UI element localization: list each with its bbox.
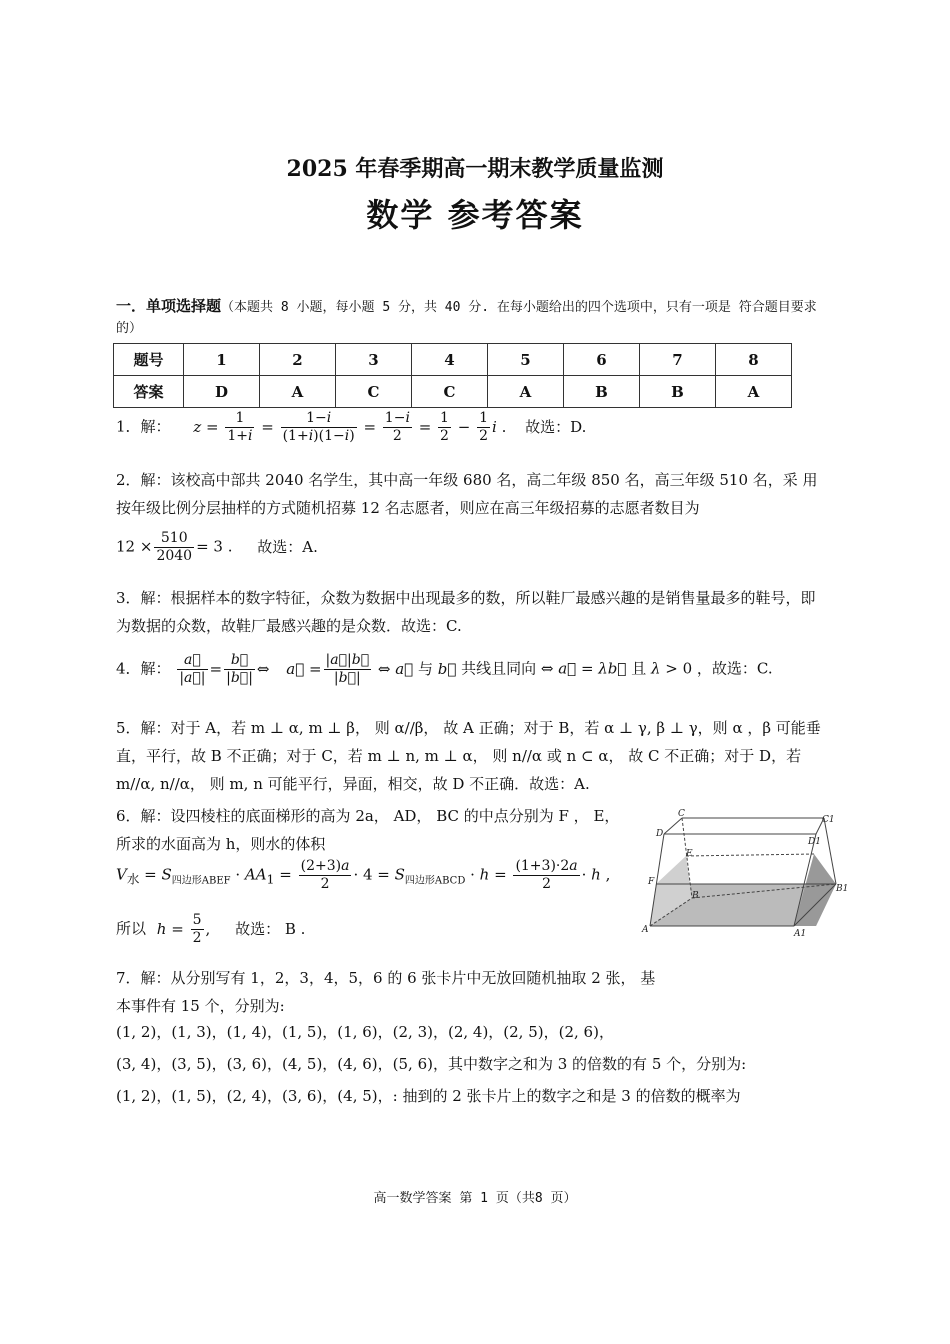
figure-label-B: B (692, 891, 699, 901)
page-footer: 高一数学答案 第 1 页（共8 页） (373, 1191, 577, 1206)
solution-2-formula: 12 × $\frac{510}{2040}$ = 3 . 故选：A. (116, 530, 318, 564)
figure-label-C1: C1 (822, 815, 835, 825)
solution-6-formula: $V_水 = S_{四边形ABEF} \cdot AA_1$ = $\frac{(2+3)a}{2}$ · $4 = S_{四边形ABCD} \cdot h$ = $\frac{(1+3)\cdot 2a}{2}$ · h , (116, 858, 611, 892)
table-cell: A (716, 376, 792, 408)
formula-1: z = $\frac{1}{1+i}$ = $\frac{1-i}{(1+i)(1-i)}$ = $\frac{1-i}{2}$ = $\frac{1}{2}$ − $\frac{1}{2}$ i . (193, 410, 512, 444)
section-title: 一．单项选择题 (116, 297, 222, 315)
table-cell: B (564, 376, 640, 408)
answer-table (113, 343, 792, 408)
table-cell: 2 (260, 344, 336, 376)
table-header-cell: 答案 (114, 376, 184, 408)
table-cell: C (336, 376, 412, 408)
solution-4-label: 4．解： (116, 659, 171, 678)
solution-6-result: 所以 h = $\frac{5}{2}$ , 故选： B . (116, 912, 306, 946)
table-cell: B (640, 376, 716, 408)
figure-label-C: C (678, 809, 685, 819)
solution-4-choice: ，故选：C. (696, 659, 773, 678)
solution-1-choice: 故选：D. (525, 417, 587, 436)
table-cell: 3 (336, 344, 412, 376)
solution-6-choice: 故选： B . (235, 919, 306, 938)
table-cell: 5 (488, 344, 564, 376)
table-cell: 4 (412, 344, 488, 376)
prism-figure (636, 806, 848, 941)
solution-3: 3．解：根据样本的数字特征，众数为数据中出现最多的数，所以鞋厂最感兴趣的是销售量最多的鞋号，即为数据的众数，故鞋厂最感兴趣的是众数．故选：C. (116, 589, 816, 635)
section-heading (116, 296, 836, 339)
table-cell: A (488, 376, 564, 408)
solution-7-line-1: (1, 2)，(1, 3)，(1, 4)，(1, 5)，(1, 6)，(2, 3)，(2, 4)，(2, 5)，(2, 6)， (116, 1023, 614, 1041)
figure-label-E: E (686, 849, 693, 859)
solution-7-line-3: (1, 2)，(1, 5)，(2, 4)，(3, 6)，(4, 5)，: 抽到的 2 张卡片上的数字之和是 3 的倍数的概率为 (116, 1087, 741, 1105)
table-cell: 7 (640, 344, 716, 376)
figure-label-A: A (642, 925, 649, 935)
table-row (114, 376, 792, 408)
page-title: 2025 年春季期高一期末教学质量监测 (286, 156, 664, 182)
page-subtitle: 数学 参考答案 (366, 196, 584, 234)
solution-7: 7．解：从分别写有 1，2，3，4，5，6 的 6 张卡片中无放回随机抽取 2 张， 基本事件有 15 个，分别为: (116, 969, 656, 1015)
table-header-cell: 题号 (114, 344, 184, 376)
table-row (114, 344, 792, 376)
solution-6-result-prefix: 所以 (116, 919, 147, 938)
figure-label-D1: D1 (808, 837, 821, 847)
table-cell: 6 (564, 344, 640, 376)
section-note: （本题共 8 小题，每小题 5 分，共 40 分. 在每小题给出的四个选项中，只有一项是 符合题目要求的） (116, 300, 817, 336)
table-cell: C (412, 376, 488, 408)
table-cell: 1 (184, 344, 260, 376)
solution-4-tail: 共线且同向 (461, 659, 537, 678)
solution-4: 4．解： $\frac{a⃗}{|a⃗|}$ = $\frac{b⃗}{|b⃗|}$ ⇔ a⃗ = $\frac{|a⃗|b⃗}{|b⃗|}$ ⇔ a⃗ 与 b⃗ 共线且同向 ⇔ a⃗ = λb⃗ 且 λ > 0 ，故选：C. (116, 652, 773, 686)
formula-4: $\frac{a⃗}{|a⃗|}$ = $\frac{b⃗}{|b⃗|}$ ⇔ a⃗ = $\frac{|a⃗|b⃗}{|b⃗|}$ ⇔ a⃗ 与 b⃗ (179, 652, 457, 686)
table-cell: A (260, 376, 336, 408)
solution-5: 5．解：对于 A，若 m ⊥ α, m ⊥ β， 则 α//β， 故 A 正确；对于 B，若 α ⊥ γ, β ⊥ γ，则 α ，β 可能垂 直，平行，故 B 不正确；对于 C，若 m ⊥ n, m ⊥ α， 则 n//α 或 n ⊂ α， 故 C 不正确；对于 D，若 m//α, n//α， 则 m, n 可能平行，异面，相交，故 D 不正确．故选：A. (116, 719, 821, 793)
solution-1-label: 1．解： (116, 417, 171, 436)
figure-label-A1: A1 (794, 929, 807, 939)
figure-label-B1: B1 (836, 884, 848, 894)
table-cell: D (184, 376, 260, 408)
solution-7-line-2: (3, 4)，(3, 5)，(3, 6)，(4, 5)，(4, 6)，(5, 6)，其中数字之和为 3 的倍数的有 5 个，分别为: (116, 1055, 747, 1073)
table-cell: 8 (716, 344, 792, 376)
solution-2: 2．解：该校高中部共 2040 名学生，其中高一年级 680 名，高二年级 850 名，高三年级 510 名，采 用按年级比例分层抽样的方式随机招募 12 名志愿者，则应在高三年级招募的志愿者数目为 (116, 471, 818, 517)
solution-1 (116, 410, 828, 445)
figure-label-F: F (648, 877, 655, 887)
figure-label-D: D (656, 829, 664, 839)
solution-2-choice: 故选：A. (257, 537, 318, 556)
solution-6: 6．解：设四棱柱的底面梯形的高为 2a， AD， BC 的中点分别为 F ， E，所求的水面高为 h，则水的体积 (116, 807, 620, 853)
